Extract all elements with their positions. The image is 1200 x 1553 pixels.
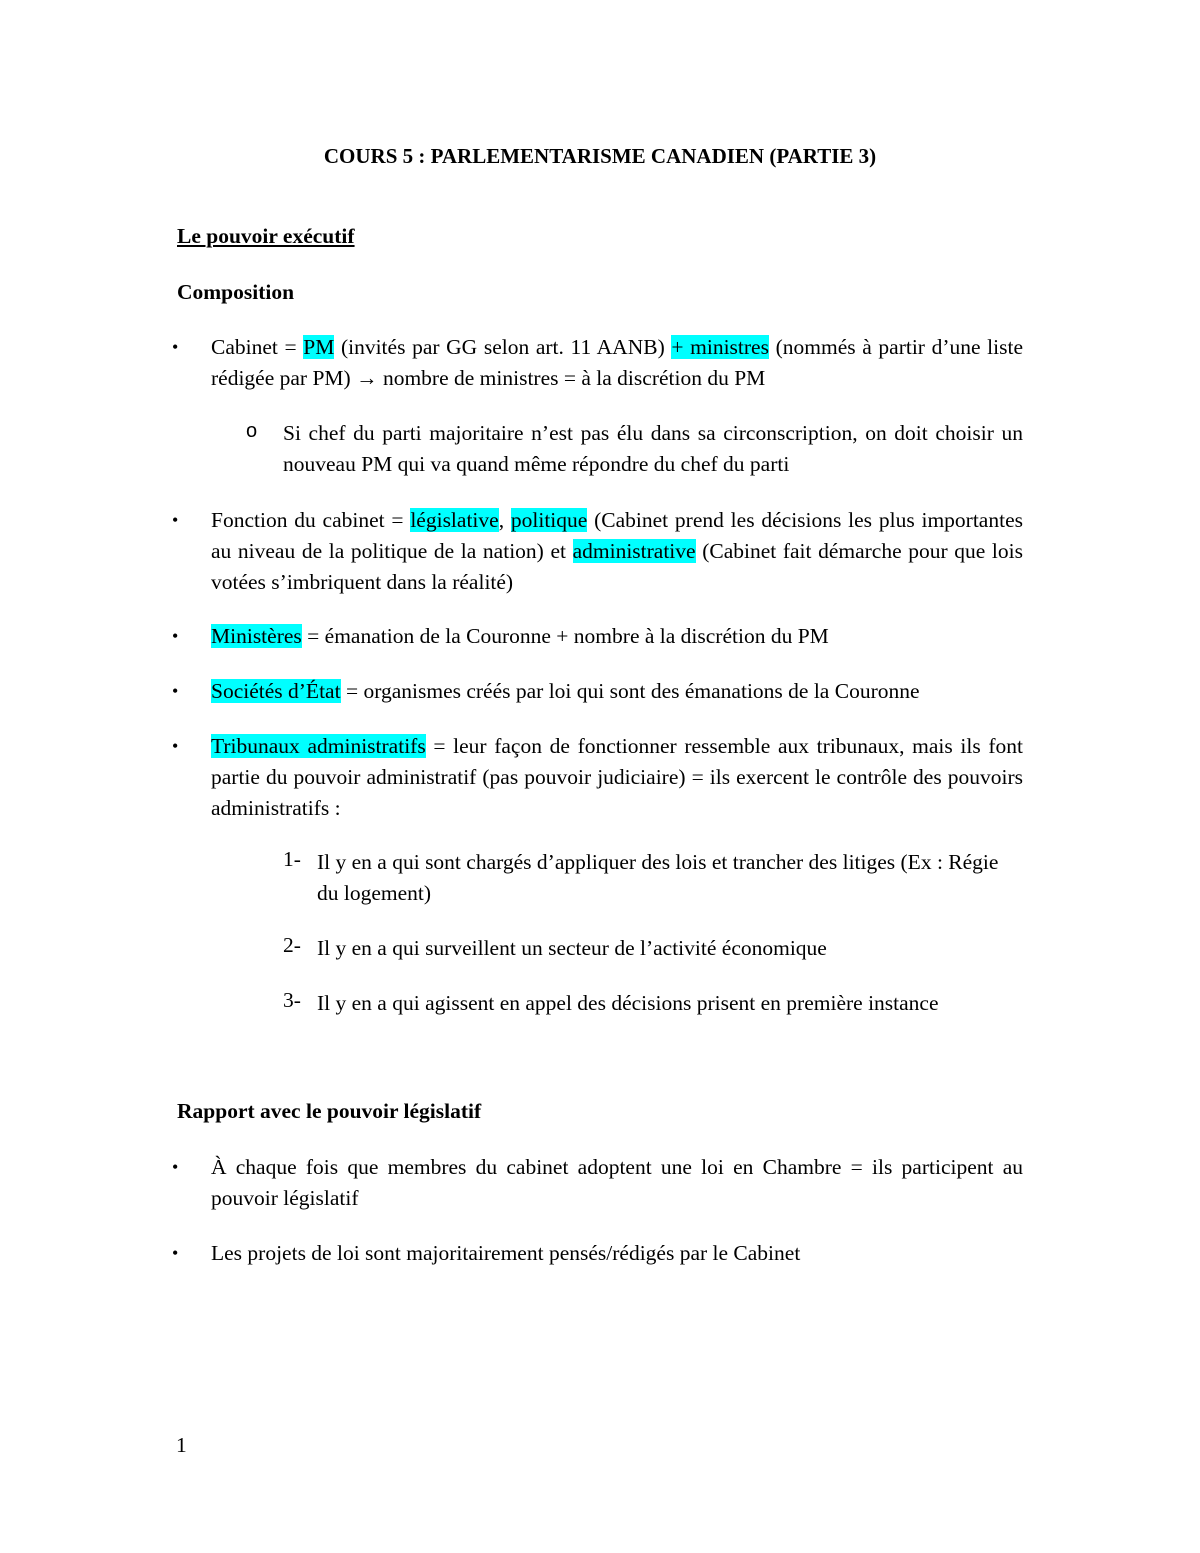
arrow-right-icon: → (356, 366, 378, 390)
text-run: (invités par GG selon art. 11 AANB) (334, 335, 672, 359)
text-run: (nommés à partir d’une liste rédigée par PM) (211, 335, 1023, 390)
highlight-ministres: + ministres (671, 335, 769, 359)
highlight-administrative: administrative (572, 539, 696, 563)
list-item: Il y en a qui agissent en appel des décisions prisent en première instance (317, 991, 939, 1015)
highlight-societes-etat: Sociétés d’État (211, 679, 341, 703)
sub-bullet-icon: o (246, 420, 258, 442)
text-run: , (498, 508, 511, 532)
bullet-icon: • (172, 337, 179, 357)
text-run: = leur façon de fonctionner ressemble aux tribunaux, mais ils font partie du pouvoir administratif (pas pouvoir judiciaire) = ils exercent le contrôle des pouvoirs administratifs : (211, 734, 1023, 820)
list-number: 1- (283, 847, 301, 871)
text-run: (Cabinet fait démarche pour que lois votées s’imbriquent dans la réalité) (211, 539, 1023, 594)
highlight-tribunaux: Tribunaux administratifs (211, 734, 426, 758)
page-number: 1 (176, 1433, 187, 1457)
bullet-icon: • (172, 626, 179, 646)
text-run: = émanation de la Couronne + nombre à la discrétion du PM (301, 624, 829, 648)
document-title: COURS 5 : PARLEMENTARISME CANADIEN (PARTIE 3) (323, 144, 877, 168)
list-number: 2- (283, 933, 301, 957)
bullet-projets-loi: Les projets de loi sont majoritairement pensés/rédigés par le Cabinet (211, 1241, 801, 1265)
sub-bullet-chef-parti: Si chef du parti majoritaire n’est pas élu dans sa circonscription, on doit choisir un nouveau PM qui va quand même répondre du chef du parti (283, 421, 1023, 476)
highlight-legislative: législative (410, 508, 499, 532)
bullet-societes-etat (211, 676, 1023, 707)
bullet-icon: • (172, 681, 179, 701)
bullet-icon: • (172, 1157, 179, 1177)
list-item: Il y en a qui surveillent un secteur de l’activité économique (317, 936, 827, 960)
section-heading-legislatif: Rapport avec le pouvoir législatif (177, 1099, 482, 1123)
bullet-icon: • (172, 1243, 179, 1263)
bullet-cabinet (211, 332, 1023, 394)
bullet-icon: • (172, 510, 179, 530)
text-run: (Cabinet prend les décisions les plus importantes au niveau de la politique de la nation) et (211, 508, 1023, 563)
list-item: Il y en a qui sont chargés d’appliquer des lois et trancher des litiges (Ex : Régie du logement) (317, 850, 999, 905)
text-run: Fonction du cabinet = (211, 508, 411, 532)
bullet-ministeres (211, 621, 1023, 652)
composition-heading: Composition (177, 280, 295, 304)
text-run: Cabinet = (211, 335, 304, 359)
highlight-pm: PM (303, 335, 335, 359)
bullet-tribunaux (211, 731, 1023, 824)
text-run: nombre de ministres = à la discrétion du PM (377, 366, 766, 390)
section-heading-executive: Le pouvoir exécutif (177, 224, 355, 248)
highlight-ministeres: Ministères (211, 624, 302, 648)
highlight-politique: politique (510, 508, 588, 532)
bullet-icon: • (172, 736, 179, 756)
list-number: 3- (283, 988, 301, 1012)
bullet-cabinet-lois: À chaque fois que membres du cabinet adoptent une loi en Chambre = ils participent au pouvoir législatif (211, 1155, 1023, 1210)
bullet-fonction-cabinet (211, 505, 1023, 598)
text-run: = organismes créés par loi qui sont des émanations de la Couronne (340, 679, 920, 703)
